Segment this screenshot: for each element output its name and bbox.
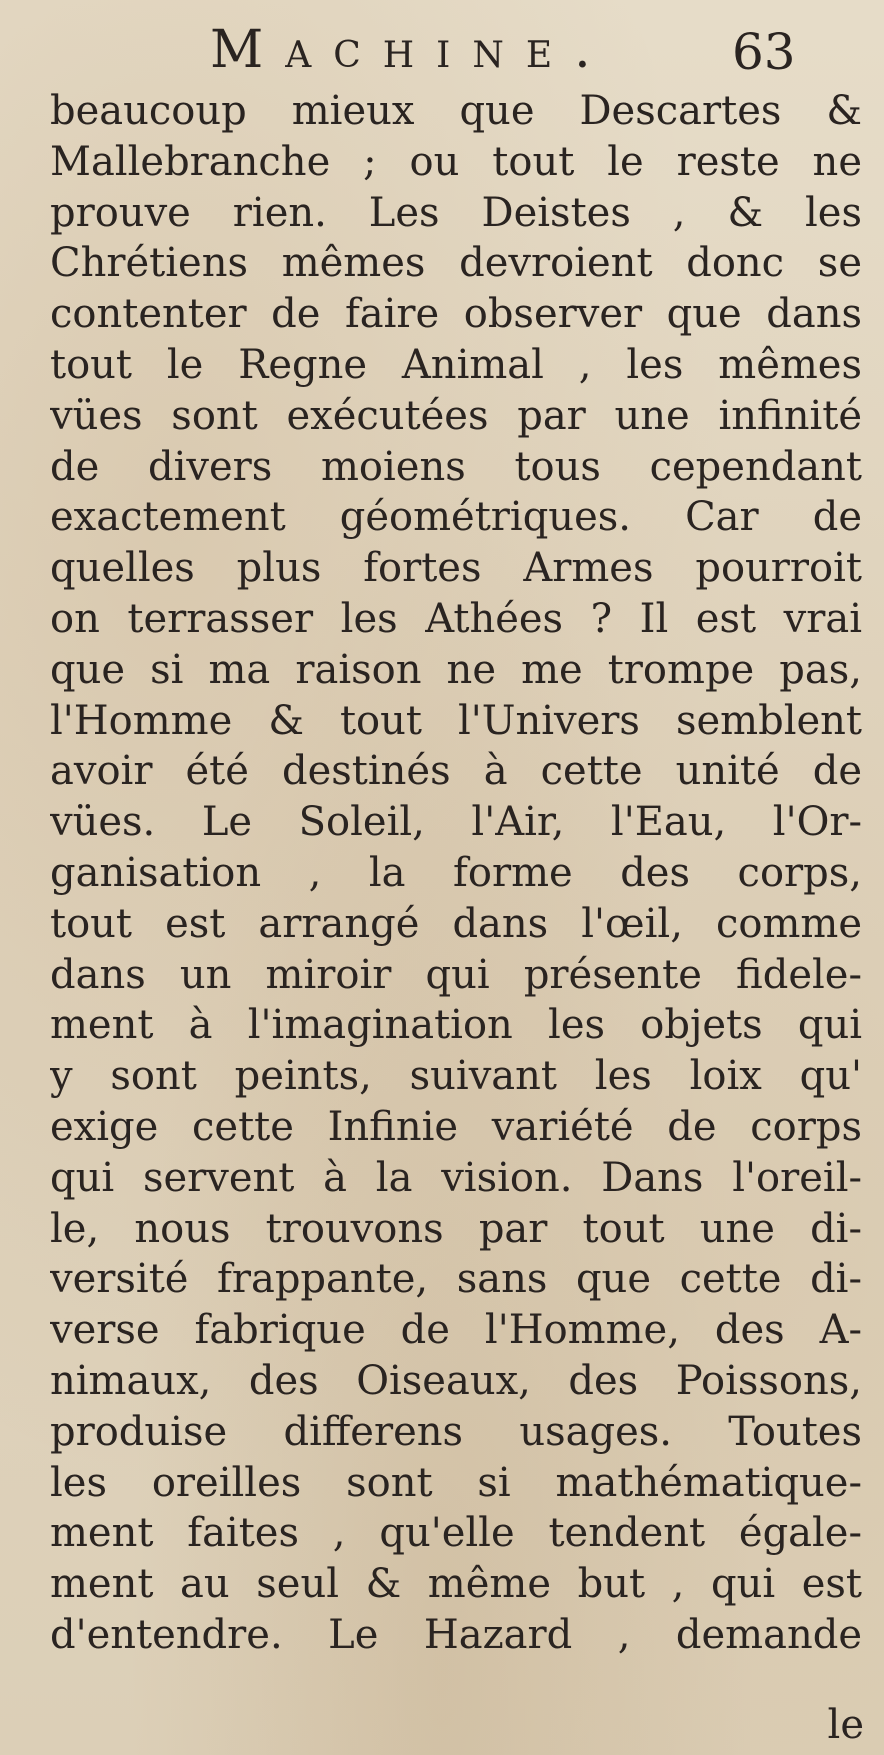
running-head: Machine. — [210, 20, 613, 80]
page-header — [0, 14, 884, 84]
text-line: le, nous trouvons par tout une di- — [50, 1205, 862, 1252]
text-line: exactement géométriques. Car de — [50, 494, 862, 541]
text-line: beaucoup mieux que Descartes & — [50, 88, 862, 134]
text-line: qui servent à la vision. Dans l'oreil- — [50, 1154, 862, 1201]
text-line: versité frappante, sans que cette di- — [50, 1256, 862, 1303]
text-line: ganisation , la forme des corps, — [50, 849, 862, 896]
text-line: ment faites , qu'elle tendent égale- — [50, 1510, 862, 1557]
text-line: y sont peints, suivant les loix qu' — [50, 1053, 862, 1100]
text-line: nimaux, des Oiseaux, des Poissons, — [50, 1357, 862, 1404]
text-line: dans un miroir qui présente fidele- — [50, 951, 862, 998]
text-line: que si ma raison ne me trompe pas, — [50, 646, 862, 693]
text-line: ment à l'imagination les objets qui — [50, 1002, 862, 1049]
text-line: de divers moiens tous cependant — [50, 443, 862, 490]
text-line: ment au seul & même but , qui est — [50, 1561, 862, 1608]
text-line: produise differens usages. Toutes — [50, 1408, 862, 1455]
text-line: prouve rien. Les Deistes , & les — [50, 189, 862, 236]
page-number: 63 — [732, 23, 796, 81]
text-line: d'entendre. Le Hazard , demande — [50, 1611, 862, 1658]
text-line: exige cette Infinie variété de corps — [50, 1103, 862, 1150]
text-line: les oreilles sont si mathématique- — [50, 1459, 862, 1506]
catchword: le — [827, 1702, 864, 1748]
text-line: vües sont exécutées par une infinité — [50, 392, 862, 439]
text-line: tout le Regne Animal , les mêmes — [50, 341, 862, 388]
text-line: Chrétiens mêmes devroient donc se — [50, 240, 862, 287]
text-line: contenter de faire observer que dans — [50, 291, 862, 338]
text-line: verse fabrique de l'Homme, des A- — [50, 1307, 862, 1354]
body-text — [50, 86, 862, 1661]
text-line: quelles plus fortes Armes pourroit — [50, 545, 862, 592]
text-line: l'Homme & tout l'Univers semblent — [50, 697, 862, 744]
text-line: tout est arrangé dans l'œil, comme — [50, 900, 862, 947]
text-line: vües. Le Soleil, l'Air, l'Eau, l'Or- — [50, 799, 862, 846]
text-line: on terrasser les Athées ? Il est vrai — [50, 595, 862, 642]
text-line: avoir été destinés à cette unité de — [50, 748, 862, 795]
text-line: Mallebranche ; ou tout le reste ne — [50, 138, 862, 185]
